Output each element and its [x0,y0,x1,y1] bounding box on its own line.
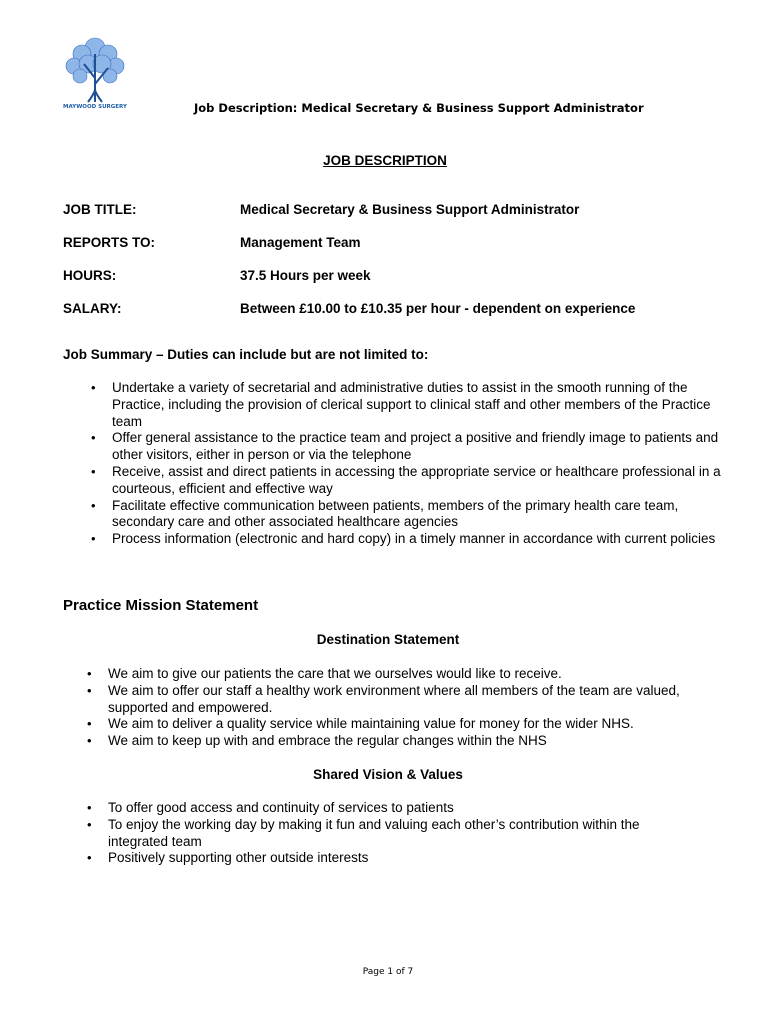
destination-heading: Destination Statement [316,632,460,647]
field-value: Management Team [240,235,361,250]
list-item: • Undertake a variety of secretarial and administrative duties to assist in the smooth running of the Practice, including the provision of clerical support to clinical staff and other members of the Practice team [112,380,722,430]
field-label: SALARY: [63,301,122,316]
destination-list [108,666,708,750]
list-item: • Positively supporting other outside interests [108,850,668,867]
list-item: • Receive, assist and direct patients in accessing the appropriate service or healthcare professional in a courteous, efficient and effective way [112,464,722,498]
list-item: • To enjoy the working day by making it fun and valuing each other’s contribution within the integrated team [108,817,668,851]
document-heading: JOB DESCRIPTION [323,153,447,168]
list-item: • We aim to offer our staff a healthy work environment where all members of the team are valued, supported and empowered. [108,683,708,717]
mission-statement-title: Practice Mission Statement [63,597,259,614]
field-label: JOB TITLE: [63,202,137,217]
logo-wordmark: MAYWOOD SURGERY [63,104,127,110]
list-item: • We aim to keep up with and embrace the regular changes within the NHS [108,733,708,750]
list-item: • We aim to give our patients the care that we ourselves would like to receive. [108,666,708,683]
list-item: • To offer good access and continuity of services to patients [108,800,668,817]
job-summary-heading: Job Summary – Duties can include but are not limited to: [63,347,429,362]
vision-heading: Shared Vision & Values [313,767,463,782]
list-item: • Facilitate effective communication between patients, members of the primary health care team, secondary care and other associated healthcare agencies [112,498,722,532]
page-number: Page 1 of 7 [362,967,414,977]
field-value: Between £10.00 to £10.35 per hour - dependent on experience [240,301,636,316]
header-title: Job Description: Medical Secretary & Business Support Administrator [194,101,644,115]
practice-logo [58,34,132,114]
field-label: REPORTS TO: [63,235,156,250]
list-item: • We aim to deliver a quality service while maintaining value for money for the wider NHS. [108,716,708,733]
field-value: 37.5 Hours per week [240,268,371,283]
vision-list [108,800,668,867]
field-value: Medical Secretary & Business Support Administrator [240,202,580,217]
field-label: HOURS: [63,268,117,283]
tree-icon [58,34,132,104]
job-summary-list [112,380,722,548]
list-item: • Process information (electronic and hard copy) in a timely manner in accordance with current policies [112,531,722,548]
list-item: • Offer general assistance to the practice team and project a positive and friendly image to patients and other visitors, either in person or via the telephone [112,430,722,464]
